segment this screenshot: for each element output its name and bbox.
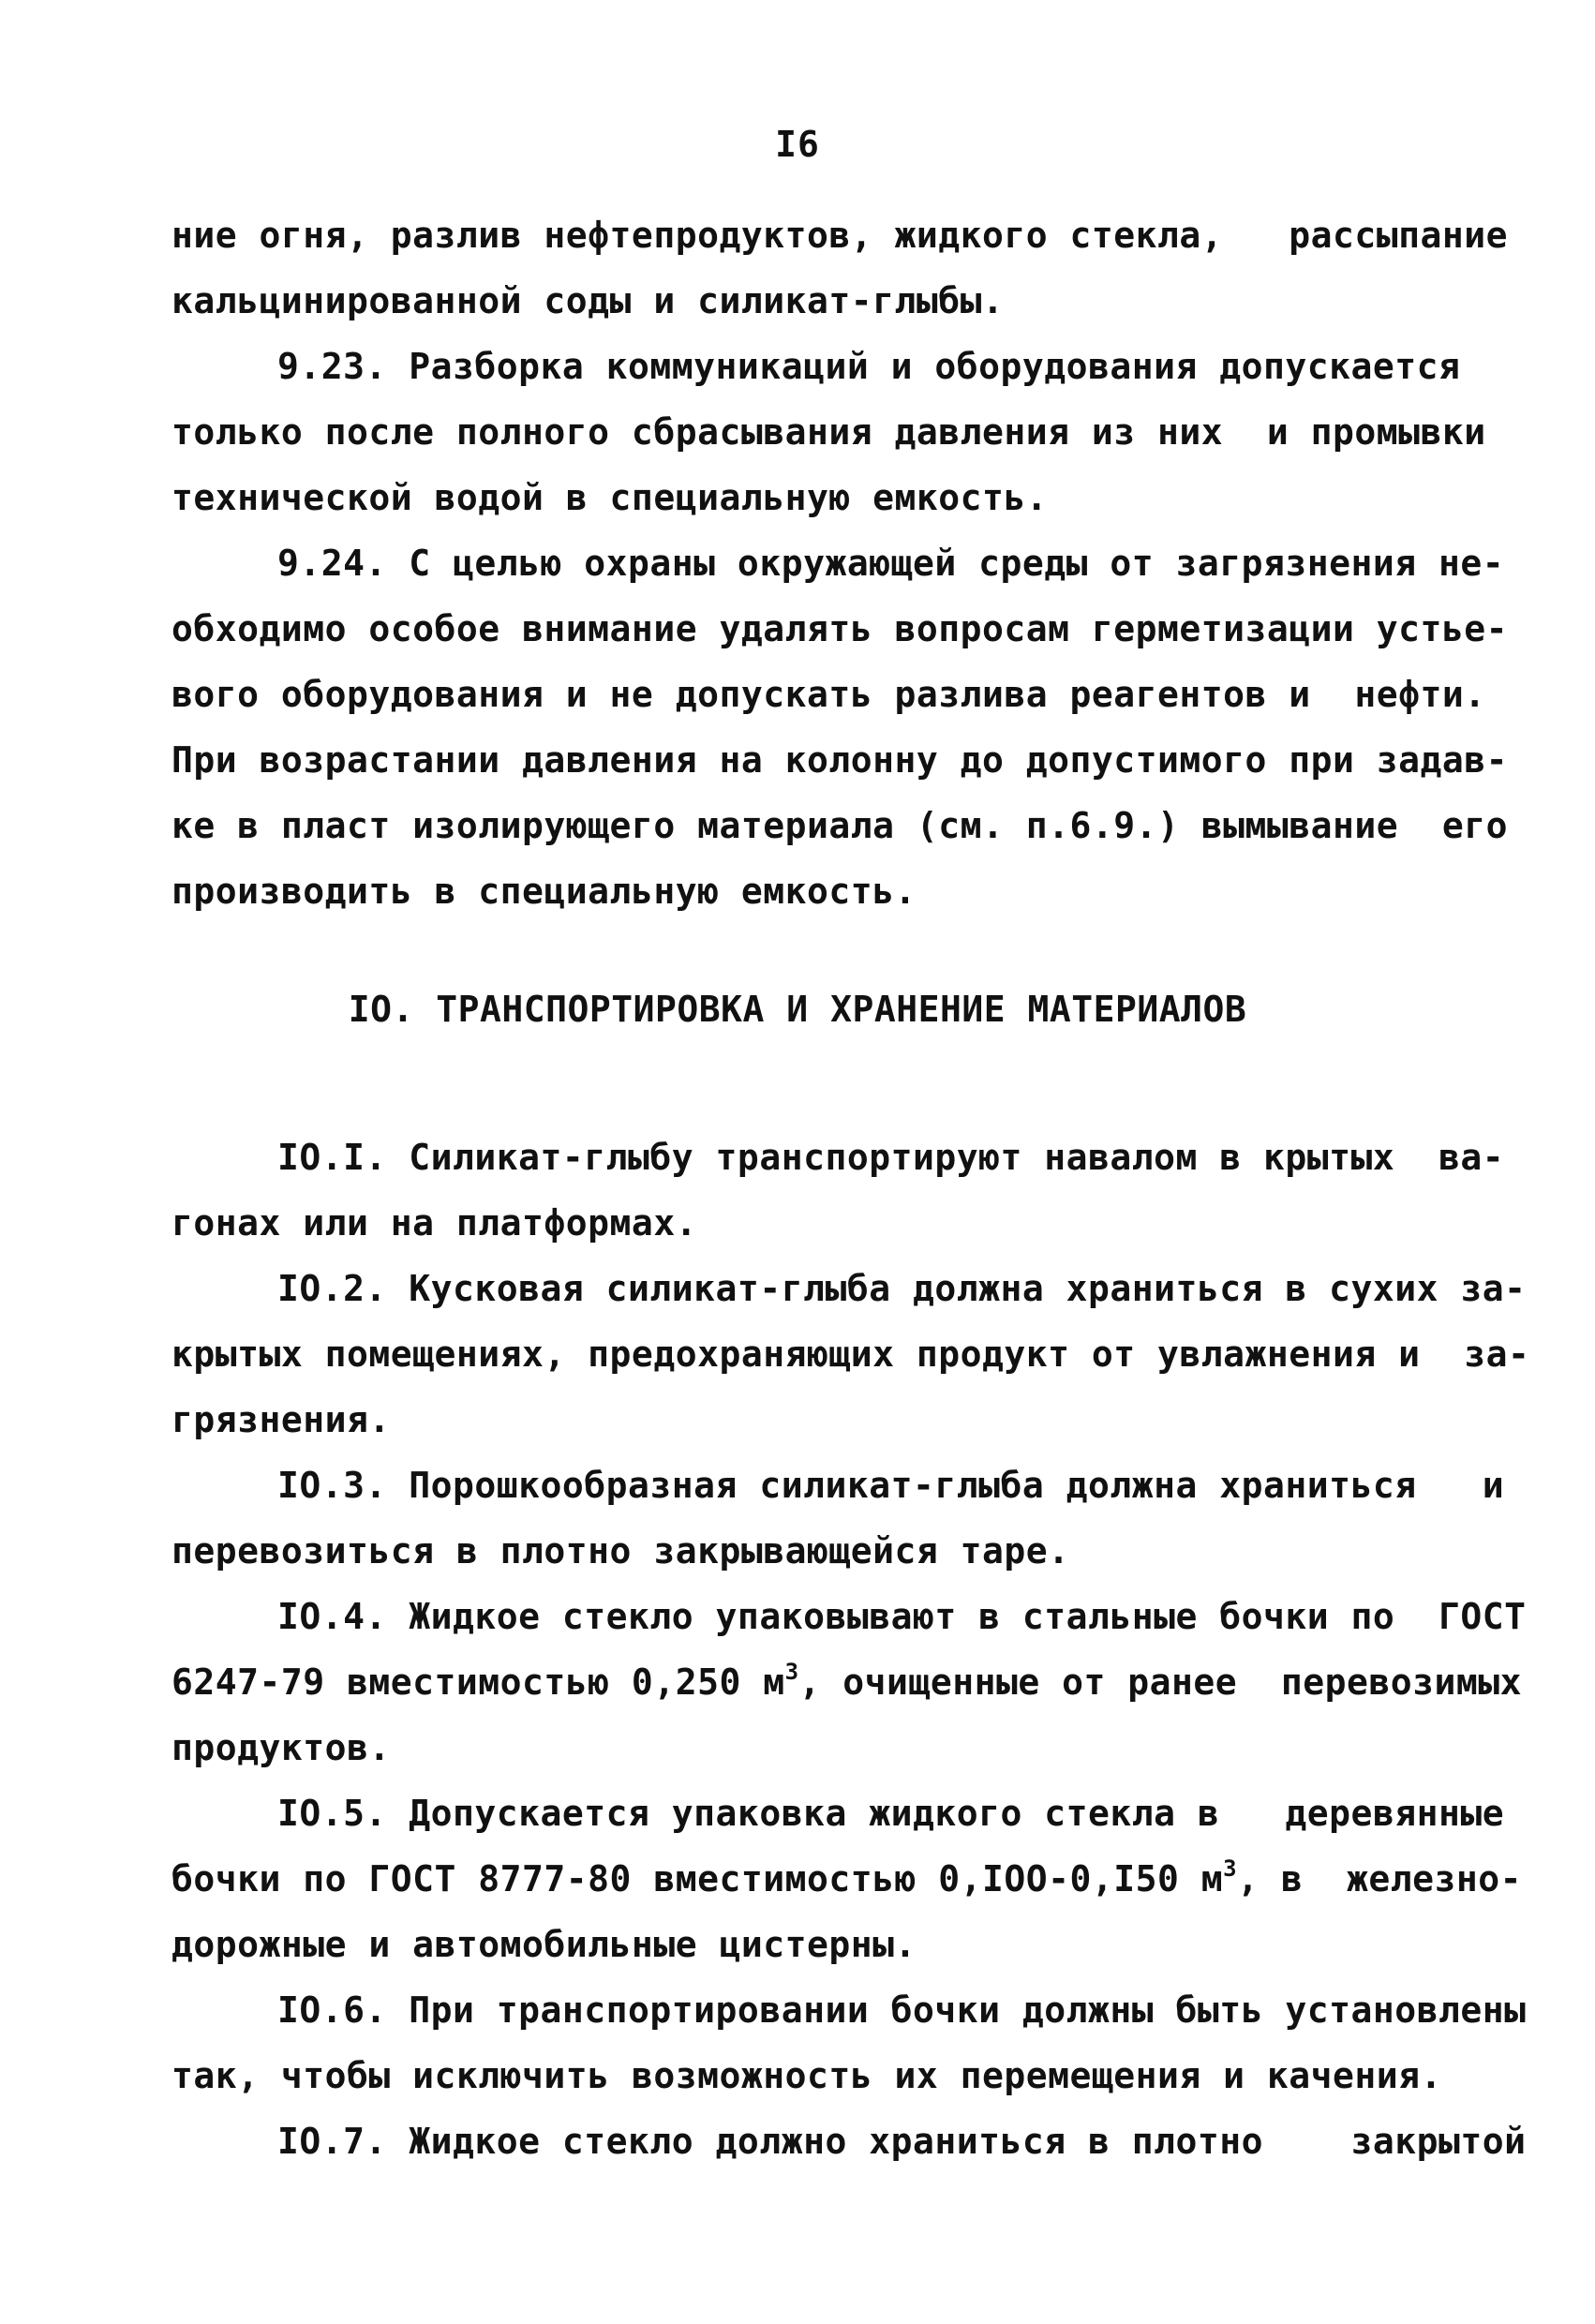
text-line: ние огня, разлив нефтепродуктов, жидкого стекла, рассыпание — [171, 215, 1509, 256]
paragraph-10-6 — [171, 1977, 1527, 2108]
text-line: дорожные и автомобильные цистерны. — [171, 1924, 917, 1965]
paragraph-10-2 — [171, 1256, 1530, 1452]
superscript: 3 — [1223, 1855, 1238, 1882]
text-line — [171, 1846, 1523, 1912]
text-line: крытых помещениях, предохраняющих продукт от увлажнения и за- — [171, 1333, 1530, 1375]
text-line: обходимо особое внимание удалять вопросам герметизации устье- — [171, 608, 1509, 649]
section-heading: IO. ТРАНСПОРТИРОВКА И ХРАНЕНИЕ МАТЕРИАЛОВ — [348, 989, 1247, 1030]
text-line: 9.24. С целью охраны окружающей среды от загрязнения не- — [277, 543, 1505, 584]
paragraph-10-4 — [171, 1584, 1527, 1780]
text-line: IO.6. При транспортировании бочки должны быть установлены — [277, 1989, 1527, 2031]
text-fragment: бочки по ГОСТ 8777-80 вместимостью 0,IOO-0,I50 м — [171, 1858, 1224, 1899]
text-fragment: , в железно- — [1237, 1858, 1523, 1899]
paragraph-10-1 — [171, 1125, 1505, 1256]
text-line: IO.2. Кусковая силикат-глыба должна храниться в сухих за- — [277, 1268, 1527, 1309]
text-line: кальцинированной соды и силикат-глыбы. — [171, 280, 1005, 321]
text-line: IO.3. Порошкообразная силикат-глыба должна храниться и — [277, 1465, 1505, 1506]
paragraph-10-5 — [171, 1780, 1523, 1977]
text-line: продуктов. — [171, 1727, 391, 1768]
paragraph-9-23 — [171, 334, 1486, 530]
text-line: ке в пласт изолирующего материала (см. п.6.9.) вымывание его — [171, 805, 1509, 846]
text-line: производить в специальную емкость. — [171, 871, 917, 912]
text-line: IO.I. Силикат-глыбу транспортируют навалом в крытых ва- — [277, 1137, 1505, 1178]
text-line: технической водой в специальную емкость. — [171, 477, 1049, 518]
paragraph-continuation — [171, 202, 1509, 334]
text-line: При возрастании давления на колонну до допустимого при задав- — [171, 739, 1509, 781]
text-line: 9.23. Разборка коммуникаций и оборудования допускается — [277, 346, 1461, 387]
text-line — [171, 1649, 1523, 1715]
paragraph-9-24 — [171, 530, 1509, 924]
text-line: только после полного сбрасывания давления из них и промывки — [171, 411, 1486, 453]
page-number: I6 — [775, 124, 820, 165]
superscript: 3 — [784, 1659, 799, 1685]
text-line: так, чтобы исключить возможность их перемещения и качения. — [171, 2055, 1442, 2096]
text-line: перевозиться в плотно закрывающейся таре. — [171, 1530, 1070, 1572]
text-line: IO.4. Жидкое стекло упаковывают в стальные бочки по ГОСТ — [277, 1596, 1527, 1637]
text-line: гонах или на платформах. — [171, 1202, 698, 1244]
text-line: грязнения. — [171, 1399, 391, 1440]
text-fragment: 6247-79 вместимостью 0,250 м — [171, 1661, 785, 1703]
paragraph-10-7 — [171, 2108, 1527, 2174]
text-line: вого оборудования и не допускать разлива реагентов и нефти. — [171, 674, 1486, 715]
text-line: IO.7. Жидкое стекло должно храниться в плотно закрытой — [277, 2121, 1527, 2162]
text-fragment: , очищенные от ранее перевозимых — [798, 1661, 1523, 1703]
paragraph-10-3 — [171, 1452, 1505, 1584]
text-line: IO.5. Допускается упаковка жидкого стекла в деревянные — [277, 1793, 1505, 1834]
